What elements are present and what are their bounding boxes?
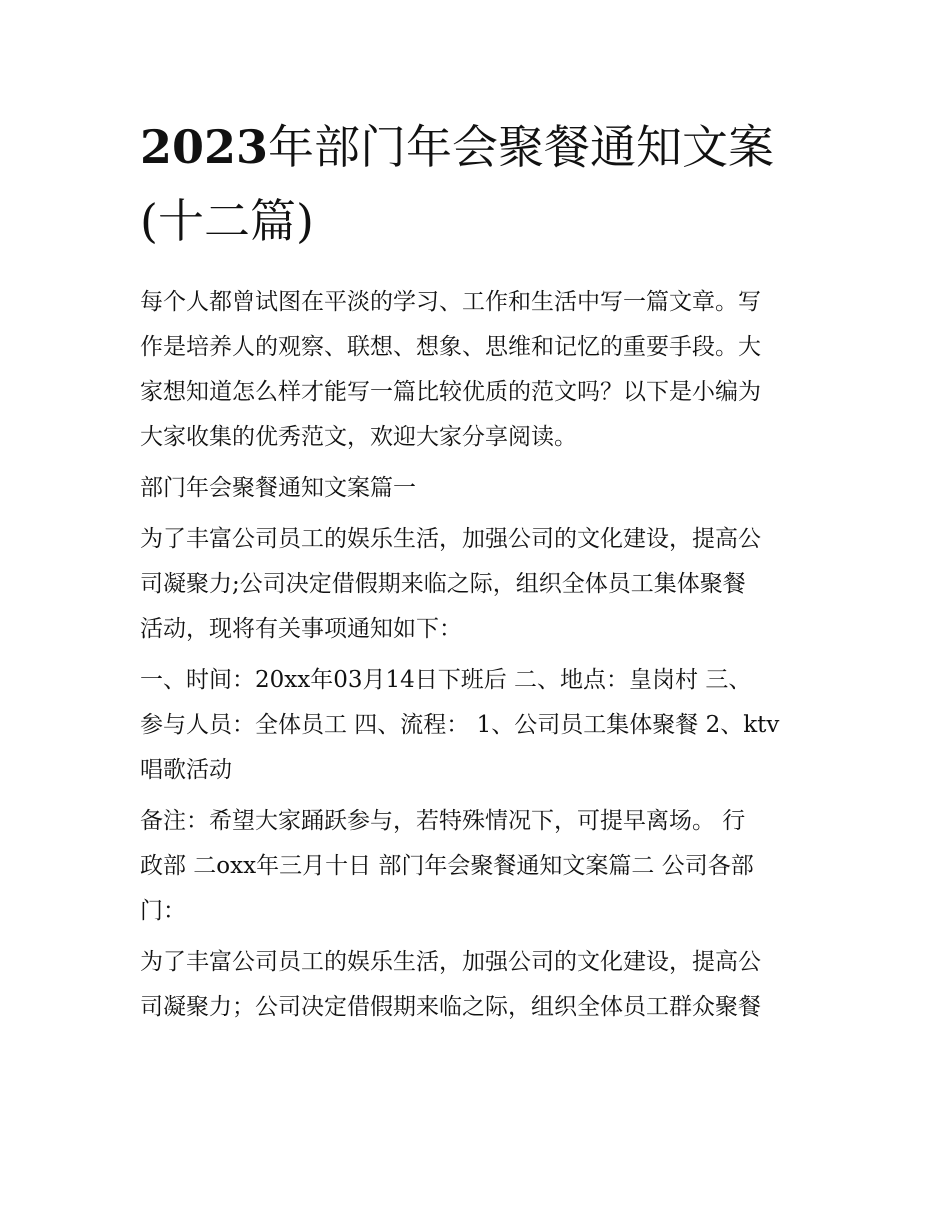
title-line-2: (十二篇) <box>140 194 314 248</box>
text-line: 备注：希望大家踊跃参与，若特殊情况下，可提早离场。 行 <box>140 808 746 834</box>
paragraph-details <box>140 658 820 793</box>
text-line: 门： <box>140 898 186 924</box>
text-line: 活动，现将有关事项通知如下： <box>140 616 462 642</box>
text-line: 为了丰富公司员工的娱乐生活，加强公司的文化建设，提高公 <box>140 949 761 975</box>
paragraph-intro <box>140 280 820 460</box>
paragraph-remarks <box>140 799 820 934</box>
section-heading-1 <box>140 466 820 511</box>
text-line: 家想知道怎么样才能写一篇比较优质的范文吗？以下是小编为 <box>140 379 761 405</box>
text-line: 作是培养人的观察、联想、想象、思维和记忆的重要手段。大 <box>140 334 761 360</box>
text-line: 一、时间：20xx年03月14日下班后 二、地点：皇岗村 三、 <box>140 667 752 693</box>
title-year: 2023 <box>140 120 269 174</box>
document-body <box>140 280 820 1030</box>
text-line: 参与人员：全体员工 四、流程： 1、公司员工集体聚餐 2、ktv <box>140 712 780 738</box>
text-line: 大家收集的优秀范文，欢迎大家分享阅读。 <box>140 424 577 450</box>
document-title <box>140 110 820 258</box>
title-line-1 <box>140 110 820 184</box>
text-line: 每个人都曾试图在平淡的学习、工作和生活中写一篇文章。写 <box>140 289 761 315</box>
text-line: 司凝聚力;公司决定借假期来临之际，组织全体员工集体聚餐 <box>140 571 746 597</box>
text-line: 司凝聚力；公司决定借假期来临之际，组织全体员工群众聚餐 <box>140 994 761 1020</box>
title-main: 年部门年会聚餐通知文案 <box>268 120 775 174</box>
text-line: 政部 二oxx年三月十日 部门年会聚餐通知文案篇二 公司各部 <box>140 853 754 879</box>
paragraph-notice-2 <box>140 940 820 1030</box>
text-line: 唱歌活动 <box>140 757 232 783</box>
text-line: 为了丰富公司员工的娱乐生活，加强公司的文化建设，提高公 <box>140 526 761 552</box>
paragraph-notice-1 <box>140 517 820 652</box>
text-line: 部门年会聚餐通知文案篇一 <box>140 475 416 501</box>
